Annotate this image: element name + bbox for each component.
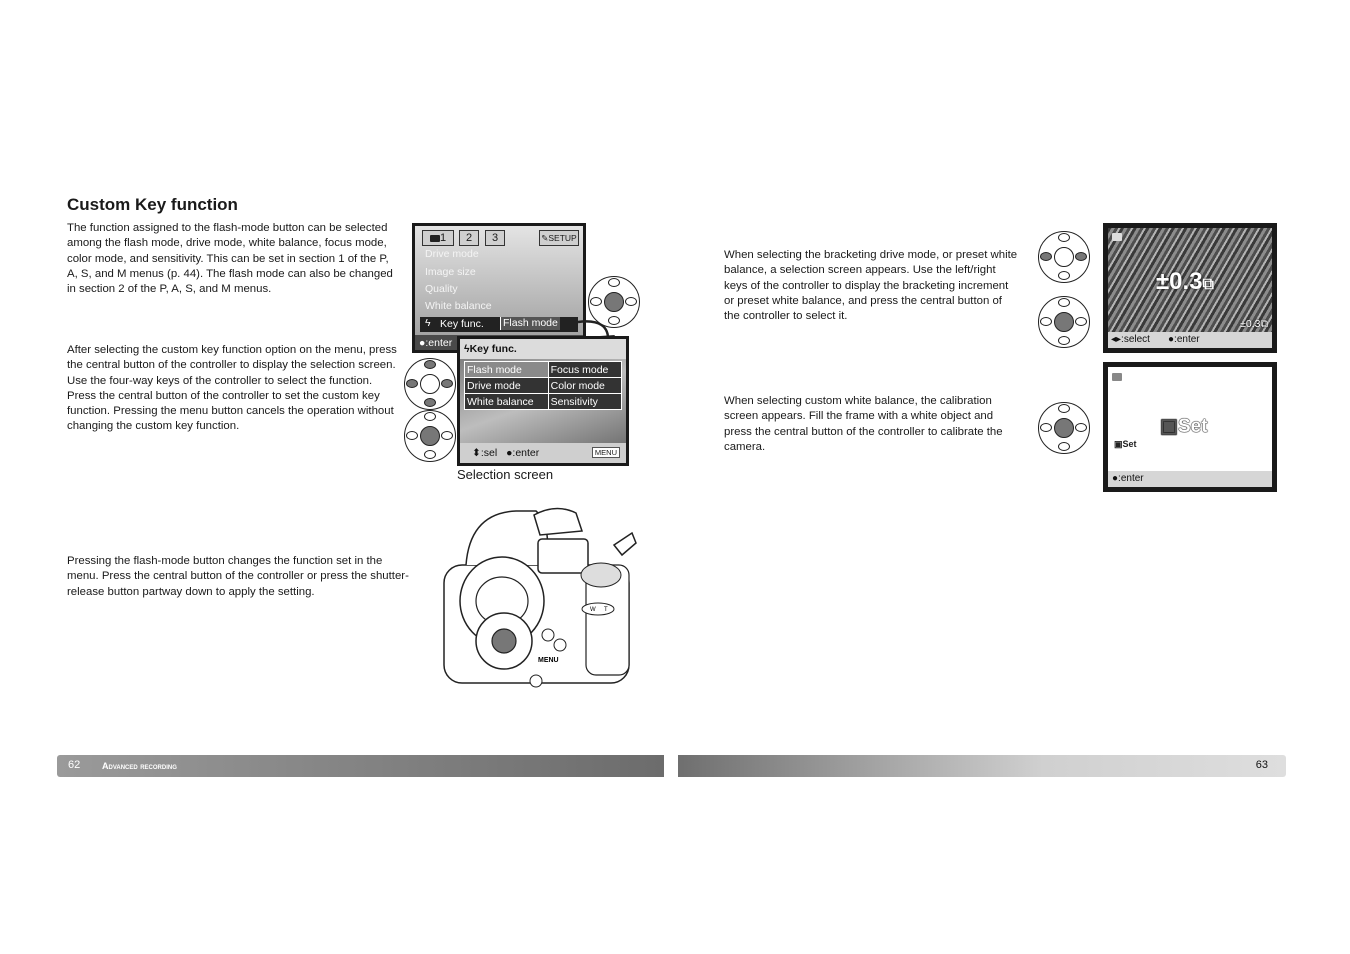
wb-set-small: ▣Set bbox=[1114, 439, 1137, 449]
menu-tab-setup: ✎SETUP bbox=[539, 230, 579, 246]
menu-item-key-func: ϟ Key func. Flash mode bbox=[420, 317, 578, 332]
left-right-arrows-icon: ◂▸ bbox=[1111, 334, 1122, 345]
custom-wb-paragraph: When selecting custom white balance, the calibration screen appears. Fill the frame with a white object and press the central button of the controller to calibrate the camera. bbox=[724, 395, 1003, 453]
center-button-icon: ● bbox=[419, 337, 426, 349]
camera-t-label: T bbox=[604, 607, 608, 613]
wb-calibration-screen bbox=[1103, 362, 1277, 492]
bracket-increment-large: ±0.3⧉ bbox=[1156, 268, 1214, 295]
option-white-balance[interactable]: White balance bbox=[465, 394, 549, 410]
controller-center-press bbox=[1038, 402, 1090, 454]
camera-icon bbox=[430, 235, 440, 242]
camera-icon bbox=[1112, 233, 1122, 241]
menu-back-badge: MENU bbox=[592, 447, 620, 458]
footer-bar-left bbox=[57, 755, 664, 777]
bracket-paragraph: When selecting the bracketing drive mode, or preset white balance, a selection screen appears. Use the left/right keys of the controller to display the bracketing increment or preset white balance, and press the central button of the controller to select it. bbox=[724, 249, 1018, 323]
camera-icon bbox=[1112, 373, 1122, 381]
selection-paragraph: After selecting the custom key function option on the menu, press the central button of the controller to display the selection screen. Use the four-way keys of the controller to select the function. Press the central button of the controller to set the custom key function. Pressing the menu button cancels the operation without changing the custom key function. bbox=[67, 344, 397, 433]
flash-icon: ϟ bbox=[425, 317, 431, 329]
option-color-mode[interactable]: Color mode bbox=[548, 378, 621, 394]
camera-illustration bbox=[436, 505, 641, 690]
center-button-icon: ● bbox=[1168, 334, 1175, 345]
menu-item-image-size: Image size bbox=[425, 266, 476, 278]
selection-header: ϟKey func. bbox=[464, 343, 517, 355]
controller-center-press bbox=[588, 276, 640, 328]
bracket-increment-small: ±0.3⧉ bbox=[1240, 318, 1268, 330]
custom-wb-icon: ▣ bbox=[1160, 416, 1178, 437]
intro-paragraph: The function assigned to the flash-mode button can be selected among the flash mode, drive mode, white balance, focus mode, color mode, and sensitivity. This can be set in section 1 of the P, A, S, and M menus (p. 44). The flash mode can also be changed in section 2 of the P, A, S, and M menus. bbox=[67, 222, 393, 296]
menu-tab-2: 2 bbox=[459, 230, 479, 246]
option-drive-mode[interactable]: Drive mode bbox=[465, 378, 549, 394]
menu-item-white-balance: White balance bbox=[425, 300, 492, 312]
page-number-left: 62 bbox=[68, 759, 81, 771]
option-sensitivity[interactable]: Sensitivity bbox=[548, 394, 621, 410]
menu-enter-hint: ●:enter bbox=[419, 337, 453, 349]
controller-center-press bbox=[1038, 296, 1090, 348]
controller-left-right bbox=[1038, 231, 1090, 283]
center-button-icon: ● bbox=[506, 447, 513, 459]
up-down-arrows-icon: ⬍ bbox=[472, 447, 481, 459]
wb-hints: ●:enter bbox=[1108, 471, 1272, 487]
wrench-icon: ✎ bbox=[541, 233, 549, 243]
camera-menu-label: MENU bbox=[538, 657, 559, 664]
section-title: Custom Key function bbox=[67, 195, 238, 214]
menu-item-quality: Quality bbox=[425, 283, 458, 295]
bracket-icon: ⧉ bbox=[1202, 276, 1214, 293]
page-number-right: 63 bbox=[1255, 759, 1268, 771]
menu-screen bbox=[412, 223, 586, 353]
menu-item-drive-mode: Drive mode bbox=[425, 248, 479, 260]
camera-w-label: W bbox=[590, 607, 596, 613]
option-flash-mode[interactable]: Flash mode bbox=[465, 362, 549, 378]
menu-tab-1: 1 bbox=[422, 230, 454, 246]
custom-wb-icon: ▣ bbox=[1114, 439, 1123, 449]
flash-button-paragraph: Pressing the flash-mode button changes the function set in the menu. Press the central button of the controller or press the shutter-release button partway down to apply the setting. bbox=[67, 555, 409, 598]
menu-tab-3: 3 bbox=[485, 230, 505, 246]
bracket-icon: ⧉ bbox=[1260, 318, 1268, 330]
selection-screen-caption: Selection screen bbox=[457, 467, 554, 482]
selection-screen bbox=[457, 336, 629, 466]
controller-center-press bbox=[404, 410, 456, 462]
option-focus-mode[interactable]: Focus mode bbox=[548, 362, 621, 378]
controller-four-way bbox=[404, 358, 456, 410]
selection-hints: ⬍:sel ●:enter bbox=[472, 447, 540, 459]
bracket-hints: ◂▸:select ●:enter bbox=[1108, 332, 1272, 348]
function-options-grid bbox=[464, 361, 622, 410]
footer-section-label: Advanced recording bbox=[102, 761, 177, 771]
bracket-screen bbox=[1103, 223, 1277, 353]
center-button-icon: ● bbox=[1112, 473, 1119, 484]
flash-icon: ϟ bbox=[464, 343, 470, 355]
footer-bar-right bbox=[678, 755, 1286, 777]
wb-set-large: ▣Set bbox=[1160, 416, 1208, 437]
